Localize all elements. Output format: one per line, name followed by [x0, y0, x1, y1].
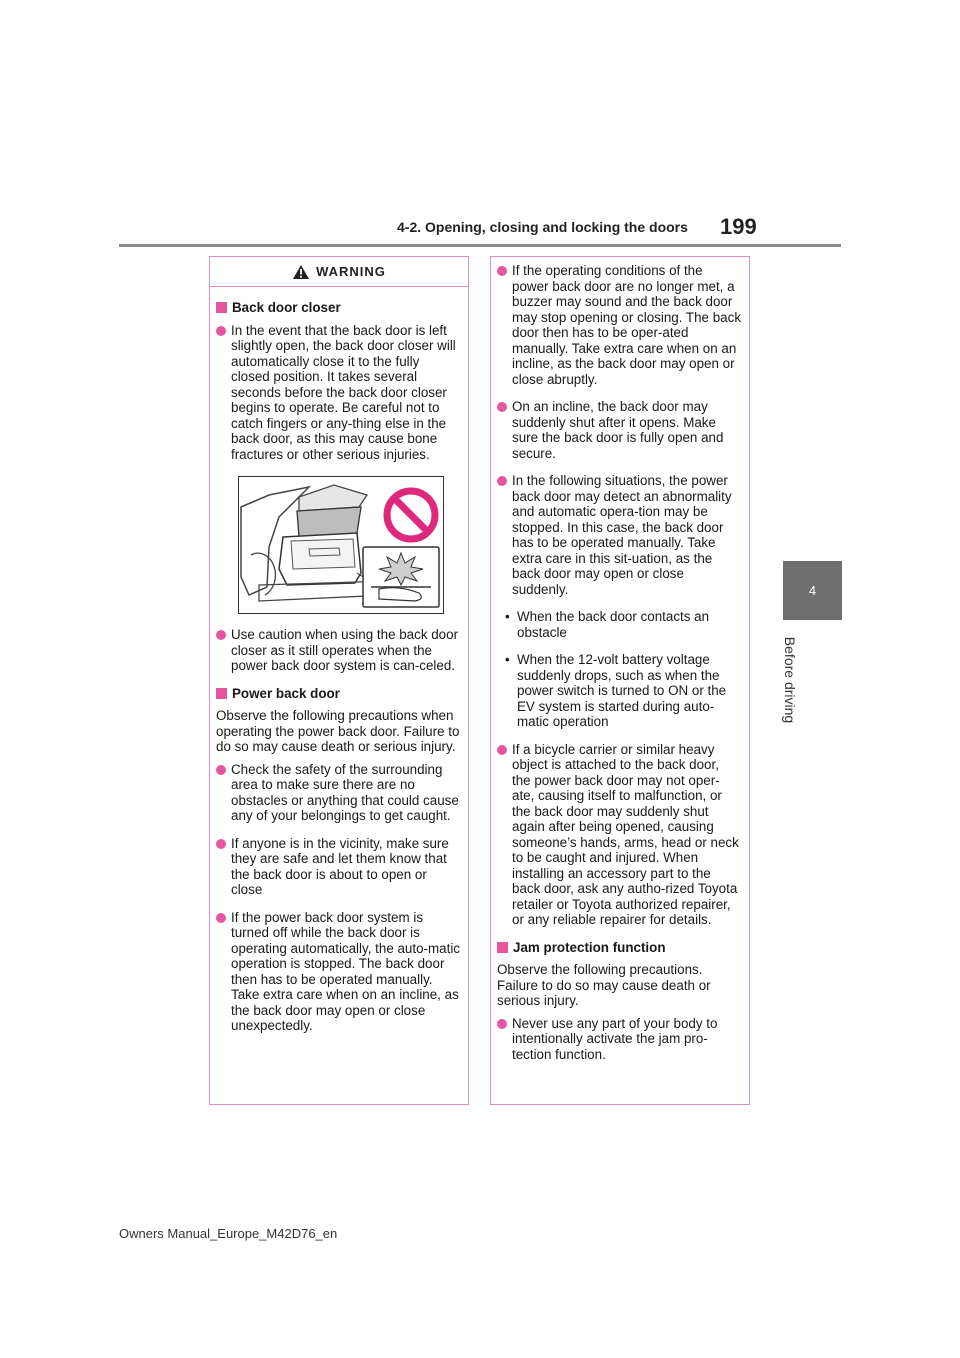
list-item	[216, 762, 460, 824]
warning-box-left	[209, 256, 469, 1105]
list-item-text: Use caution when using the back door closer as it still operates when the power back door system is can-celed.	[231, 627, 459, 673]
list-item	[497, 263, 741, 387]
intro-paragraph: Observe the following precautions. Failure to do so may cause death or serious injury.	[497, 962, 711, 1008]
circle-bullet-icon	[497, 1019, 507, 1029]
list-item	[216, 627, 460, 674]
subheading-text: Power back door	[232, 685, 340, 701]
warning-label: WARNING	[316, 264, 386, 279]
list-item-text: If a bicycle carrier or similar heavy object is attached to the back door, the power back door may not oper-ate, causing itself to malfunction, or the back door may suddenly shut again after being opened, causing someone’s hands, arms, head or neck to be caught and injured. When installing an accessory part to the back door, ask any autho-rized Toyota retailer or Toyota authorized repairer, or any reliable repairer for details.	[512, 741, 739, 927]
warning-box-right	[490, 256, 750, 1105]
list-item	[497, 742, 741, 928]
circle-bullet-icon	[216, 630, 226, 640]
list-item-text: On an incline, the back door may suddenly shut after it opens. Make sure the back door is fully open and secure.	[512, 399, 724, 461]
warning-header	[210, 257, 468, 287]
square-bullet-icon	[497, 942, 508, 953]
intro-paragraph: Observe the following precautions when operating the power back door. Failure to do so may cause death or serious injury.	[216, 708, 460, 754]
page-number: 199	[720, 214, 757, 239]
list-item	[216, 323, 460, 463]
chapter-title	[770, 632, 810, 732]
subheading-back-door-closer	[216, 300, 460, 316]
circle-bullet-icon	[216, 326, 226, 336]
sub-list-item-text: When the back door contacts an obstacle	[517, 609, 710, 640]
sub-list-item	[505, 652, 741, 730]
subheading-text: Back door closer	[232, 300, 341, 315]
list-item-text: In the following situations, the power back door may detect an abnormality and automatic opera-tion may be stopped. In this case, the back door has to be operated manually. Take extra care in this sit-uation, as the back door may open or close suddenly.	[512, 473, 732, 597]
sub-list-item	[505, 609, 741, 640]
list-item-text: Never use any part of your body to intentionally activate the jam pro-tection function.	[512, 1015, 718, 1062]
list-item-text: If the power back door system is turned off while the back door is operating automatically, the auto-matic operation is stopped. The back door then has to be operated manually. Take extra care when on an incline, as the back door may open or close unexpectedly.	[231, 909, 461, 1033]
circle-bullet-icon	[497, 266, 507, 276]
list-item	[497, 1016, 741, 1063]
square-bullet-icon	[216, 688, 227, 699]
list-item	[216, 836, 460, 898]
car-back-door-icon	[239, 477, 443, 613]
chapter-number: 4	[808, 583, 817, 598]
list-item-text: In the event that the back door is left slightly open, the back door closer will automatically close it to the fully closed position. It takes several seconds before the back door closer begins to operate. Be careful not to catch fingers or any-thing else in the back door, as this may cause bone fractures or other serious injuries.	[231, 322, 456, 462]
header-divider	[119, 244, 841, 247]
list-item-text: If anyone is in the vicinity, make sure they are safe and let them know that the back door is about to open or close	[231, 835, 449, 897]
list-item	[497, 399, 741, 461]
warning-triangle-icon	[292, 264, 310, 280]
circle-bullet-icon	[216, 839, 226, 849]
list-item	[216, 910, 460, 1034]
subheading-power-back-door	[216, 686, 460, 702]
chapter-title-text: Before driving	[782, 636, 798, 724]
back-door-closer-illustration	[238, 476, 444, 614]
chapter-tab	[783, 561, 842, 620]
circle-bullet-icon	[497, 745, 507, 755]
sub-list-item-text: When the 12-volt battery voltage suddenly drops, such as when the power switch is turned to ON or the EV system is started during auto-matic operation	[517, 652, 727, 729]
list-item-text: Check the safety of the surrounding area to make sure there are no obstacles or anything that could cause any of your belongings to get caught.	[231, 761, 459, 823]
circle-bullet-icon	[497, 476, 507, 486]
sub-bullet-mark: •	[505, 652, 510, 667]
sub-bullet-mark: •	[505, 609, 510, 624]
list-item-text: If the operating conditions of the power back door are no longer met, a buzzer may sound and the back door may stop opening or closing. The back door then has to be oper-ated manually. Take extra care when on an incline, as the back door may open or close abruptly.	[512, 263, 742, 387]
subheading-jam-protection	[497, 940, 741, 956]
section-title: 4-2. Opening, closing and locking the doors	[397, 219, 688, 235]
footer-doc-id: Owners Manual_Europe_M42D76_en	[119, 1226, 338, 1241]
list-item	[497, 473, 741, 597]
square-bullet-icon	[216, 302, 227, 313]
circle-bullet-icon	[216, 765, 226, 775]
circle-bullet-icon	[216, 913, 226, 923]
circle-bullet-icon	[497, 402, 507, 412]
subheading-text: Jam protection function	[513, 939, 666, 955]
